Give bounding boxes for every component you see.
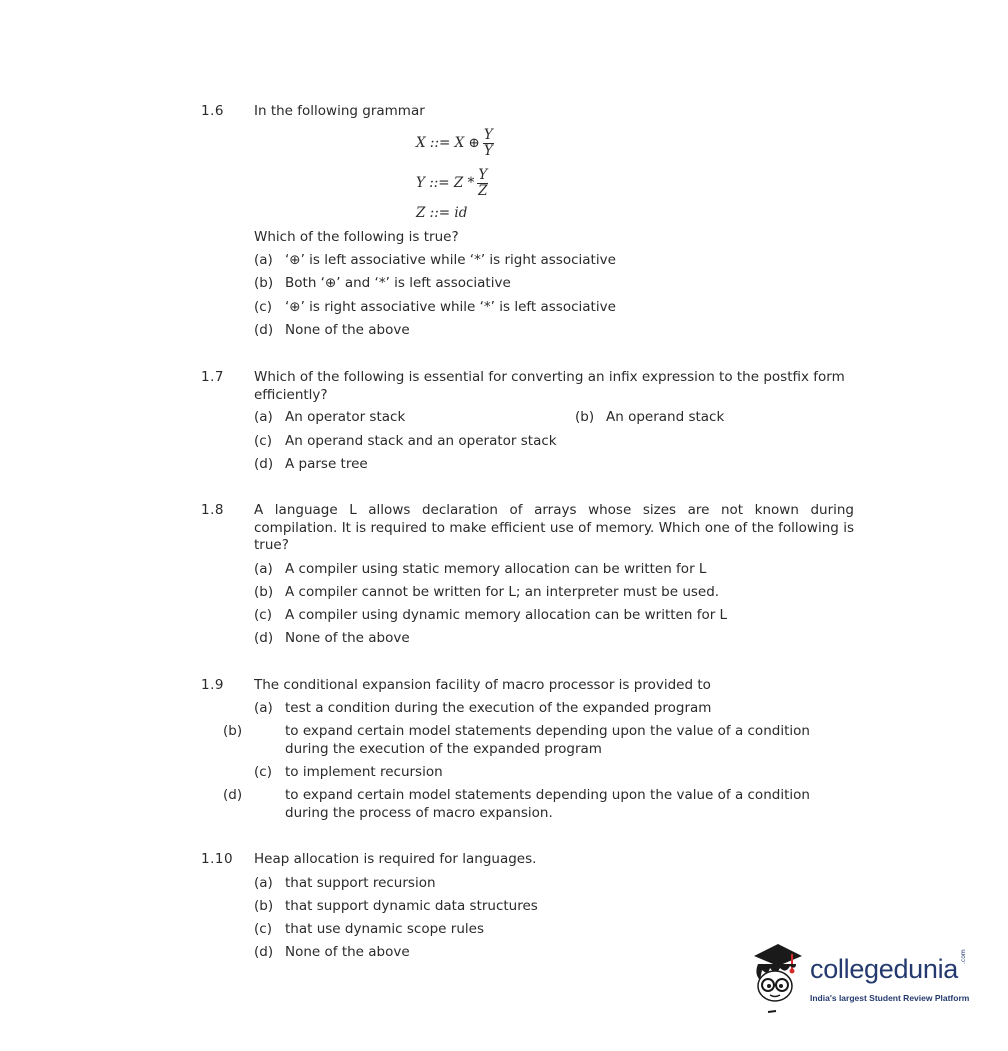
option-label: (b) bbox=[254, 898, 274, 914]
question-number: 1.10 bbox=[201, 851, 234, 867]
option-d bbox=[254, 456, 368, 474]
option-label: (b) bbox=[254, 584, 274, 600]
fraction-numerator: Y bbox=[483, 127, 493, 143]
fraction-denominator: Z bbox=[478, 183, 488, 199]
option-text: A compiler using static memory allocation can be written for L bbox=[285, 561, 707, 577]
option-text: that use dynamic scope rules bbox=[285, 921, 484, 937]
option-d bbox=[254, 944, 410, 962]
option-label: (d) bbox=[254, 322, 274, 338]
option-a bbox=[254, 409, 405, 427]
option-label: (a) bbox=[254, 700, 273, 716]
option-text: ‘⊕’ is left associative while ‘*’ is right associative bbox=[285, 252, 616, 268]
option-b bbox=[254, 898, 538, 916]
option-text: A parse tree bbox=[285, 456, 368, 472]
question-stem: A language L allows declaration of arrays whose sizes are not known during compilation. It is required to make efficient use of memory. Which one of the following is true? bbox=[254, 502, 854, 553]
grammar-rule-3: Z ::= id bbox=[416, 205, 468, 221]
question-stem: The conditional expansion facility of macro processor is provided to bbox=[254, 677, 711, 693]
option-c bbox=[254, 764, 443, 782]
logo-dotcom: .com bbox=[960, 949, 967, 964]
option-d bbox=[223, 787, 854, 822]
option-label: (c) bbox=[254, 607, 272, 623]
option-b bbox=[223, 723, 854, 758]
option-b bbox=[575, 409, 724, 427]
option-text: ‘⊕’ is right associative while ‘*’ is left associative bbox=[285, 299, 616, 315]
logo-tagline: India's largest Student Review Platform bbox=[810, 993, 970, 1003]
mascot-graduate-icon bbox=[748, 940, 808, 1015]
rule-lhs: Y ::= Z * bbox=[416, 175, 475, 191]
option-b bbox=[254, 584, 719, 602]
question-stem: In the following grammar bbox=[254, 103, 425, 119]
option-a bbox=[254, 252, 616, 270]
option-label: (d) bbox=[223, 787, 243, 803]
grammar-rule-1 bbox=[416, 128, 494, 159]
option-label: (a) bbox=[254, 875, 273, 891]
option-label: (d) bbox=[254, 630, 274, 646]
question-prompt: Which of the following is true? bbox=[254, 229, 459, 245]
logo-wordmark: collegedunia bbox=[810, 954, 959, 984]
option-label: (a) bbox=[254, 252, 273, 268]
option-text: None of the above bbox=[285, 630, 410, 646]
option-text: An operand stack bbox=[606, 409, 725, 425]
option-c bbox=[254, 607, 727, 625]
option-text: None of the above bbox=[285, 944, 410, 960]
option-a bbox=[254, 875, 436, 893]
option-label: (a) bbox=[254, 561, 273, 577]
option-c bbox=[254, 299, 616, 317]
option-c bbox=[254, 433, 557, 451]
fraction-denominator: Y bbox=[483, 143, 493, 159]
option-text: Both ‘⊕’ and ‘*’ is left associative bbox=[285, 275, 511, 291]
option-label: (b) bbox=[223, 723, 243, 739]
question-stem: Which of the following is essential for converting an infix expression to the postfix form efficiently? bbox=[254, 369, 845, 403]
option-b bbox=[254, 275, 511, 293]
option-text: that support dynamic data structures bbox=[285, 898, 538, 914]
option-a bbox=[254, 561, 706, 579]
option-text: An operator stack bbox=[285, 409, 406, 425]
option-d bbox=[254, 630, 410, 648]
option-text: A compiler using dynamic memory allocation can be written for L bbox=[285, 607, 728, 623]
option-text: None of the above bbox=[285, 322, 410, 338]
option-label: (c) bbox=[254, 299, 272, 315]
rule-lhs: X ::= X ⊕ bbox=[416, 135, 480, 151]
option-c bbox=[254, 921, 484, 939]
option-label: (c) bbox=[254, 921, 272, 937]
option-d bbox=[254, 322, 410, 340]
collegedunia-logo bbox=[748, 940, 978, 1020]
question-number: 1.9 bbox=[201, 677, 224, 693]
question-stem: Heap allocation is required for languages. bbox=[254, 851, 537, 867]
option-text: to expand certain model statements depending upon the value of a condition during the execution of the expanded program bbox=[285, 723, 810, 757]
option-label: (b) bbox=[254, 275, 274, 291]
option-label: (d) bbox=[254, 456, 274, 472]
option-text: to expand certain model statements depending upon the value of a condition during the process of macro expansion. bbox=[285, 787, 810, 821]
option-label: (c) bbox=[254, 764, 272, 780]
fraction bbox=[483, 128, 494, 159]
option-label: (d) bbox=[254, 944, 274, 960]
option-label: (a) bbox=[254, 409, 273, 425]
fraction bbox=[477, 168, 488, 199]
question-number: 1.6 bbox=[201, 103, 224, 119]
option-text: A compiler cannot be written for L; an interpreter must be used. bbox=[285, 584, 720, 600]
option-text: that support recursion bbox=[285, 875, 436, 891]
option-text: An operand stack and an operator stack bbox=[285, 433, 557, 449]
option-text: test a condition during the execution of the expanded program bbox=[285, 700, 712, 716]
option-a bbox=[254, 700, 711, 718]
option-text: to implement recursion bbox=[285, 764, 443, 780]
option-label: (b) bbox=[575, 409, 595, 425]
question-number: 1.8 bbox=[201, 502, 224, 518]
option-label: (c) bbox=[254, 433, 272, 449]
fraction-numerator: Y bbox=[478, 167, 488, 183]
question-number: 1.7 bbox=[201, 369, 224, 385]
grammar-rule-2 bbox=[416, 168, 488, 199]
